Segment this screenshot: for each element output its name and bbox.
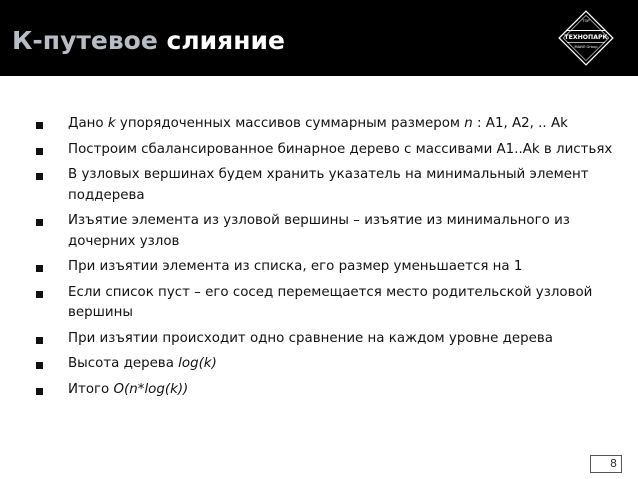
bullet-text: : A1, A2, .. Ak bbox=[472, 116, 568, 131]
bullet-text: Дано bbox=[68, 116, 108, 131]
page-number: 8 bbox=[610, 457, 617, 470]
bullet-item bbox=[36, 165, 616, 206]
slide-header bbox=[0, 0, 638, 76]
bullet-text: Итого bbox=[68, 381, 114, 397]
bullet-text: При изъятии элемента из списка, его размер уменьшается на 1 bbox=[68, 259, 523, 274]
bullet-text: Если список пуст – его сосед перемещается место родительской узловой вершины bbox=[68, 284, 593, 320]
bullet-item bbox=[36, 283, 616, 324]
logo-top-text: TOP bbox=[582, 19, 590, 23]
bullet-text: Изъятие элемента из узловой вершины – изъятие из минимального из дочерних узлов bbox=[68, 213, 570, 249]
bullet-item bbox=[36, 140, 616, 161]
bullet-text: В узловых вершинах будем хранить указатель на минимальный элемент поддерева bbox=[68, 167, 589, 203]
logo-rule-top bbox=[567, 30, 605, 31]
bullet-marker-icon bbox=[36, 265, 43, 272]
bullet-text: При изъятии происходит одно сравнение на каждом уровне дерева bbox=[68, 330, 554, 346]
bullet-text: O(n*log(k)) bbox=[113, 381, 189, 397]
bullet-item bbox=[36, 114, 616, 135]
bullet-text: упорядоченных массивов суммарным размером bbox=[115, 116, 465, 131]
bullet-marker-icon bbox=[36, 173, 43, 180]
bullet-marker-icon bbox=[36, 291, 43, 298]
bullet-item bbox=[36, 211, 616, 252]
title-part-2: слияние bbox=[166, 26, 285, 55]
logo-line-1: ТЕХНОПАРК bbox=[564, 34, 608, 41]
bullet-marker-icon bbox=[36, 122, 43, 129]
bullet-list bbox=[36, 114, 616, 405]
bullet-marker-icon bbox=[36, 362, 43, 369]
slide-title bbox=[12, 26, 285, 56]
page-number-box bbox=[590, 455, 622, 473]
bullet-marker-icon bbox=[36, 148, 43, 155]
bullet-marker-icon bbox=[36, 219, 43, 226]
bullet-text: Высота дерева bbox=[68, 356, 179, 371]
logo-rule-bottom bbox=[567, 42, 605, 43]
bullet-text: log(k) bbox=[178, 356, 217, 371]
bullet-marker-icon bbox=[36, 388, 43, 395]
bullet-marker-icon bbox=[36, 337, 43, 344]
bullet-item bbox=[36, 257, 616, 278]
bullet-text: k bbox=[107, 116, 116, 131]
logo-line-2: МАИЛ Group bbox=[574, 45, 598, 49]
tehnopark-logo-icon bbox=[557, 9, 615, 67]
bullet-text: Построим сбалансированное бинарное дерево с массивами A1..Ak в листьях bbox=[68, 141, 613, 157]
bullet-text: n bbox=[464, 116, 473, 131]
title-part-1: К-путевое bbox=[12, 26, 158, 55]
bullet-item bbox=[36, 329, 616, 350]
bullet-item bbox=[36, 354, 616, 375]
bullet-item bbox=[36, 380, 616, 401]
